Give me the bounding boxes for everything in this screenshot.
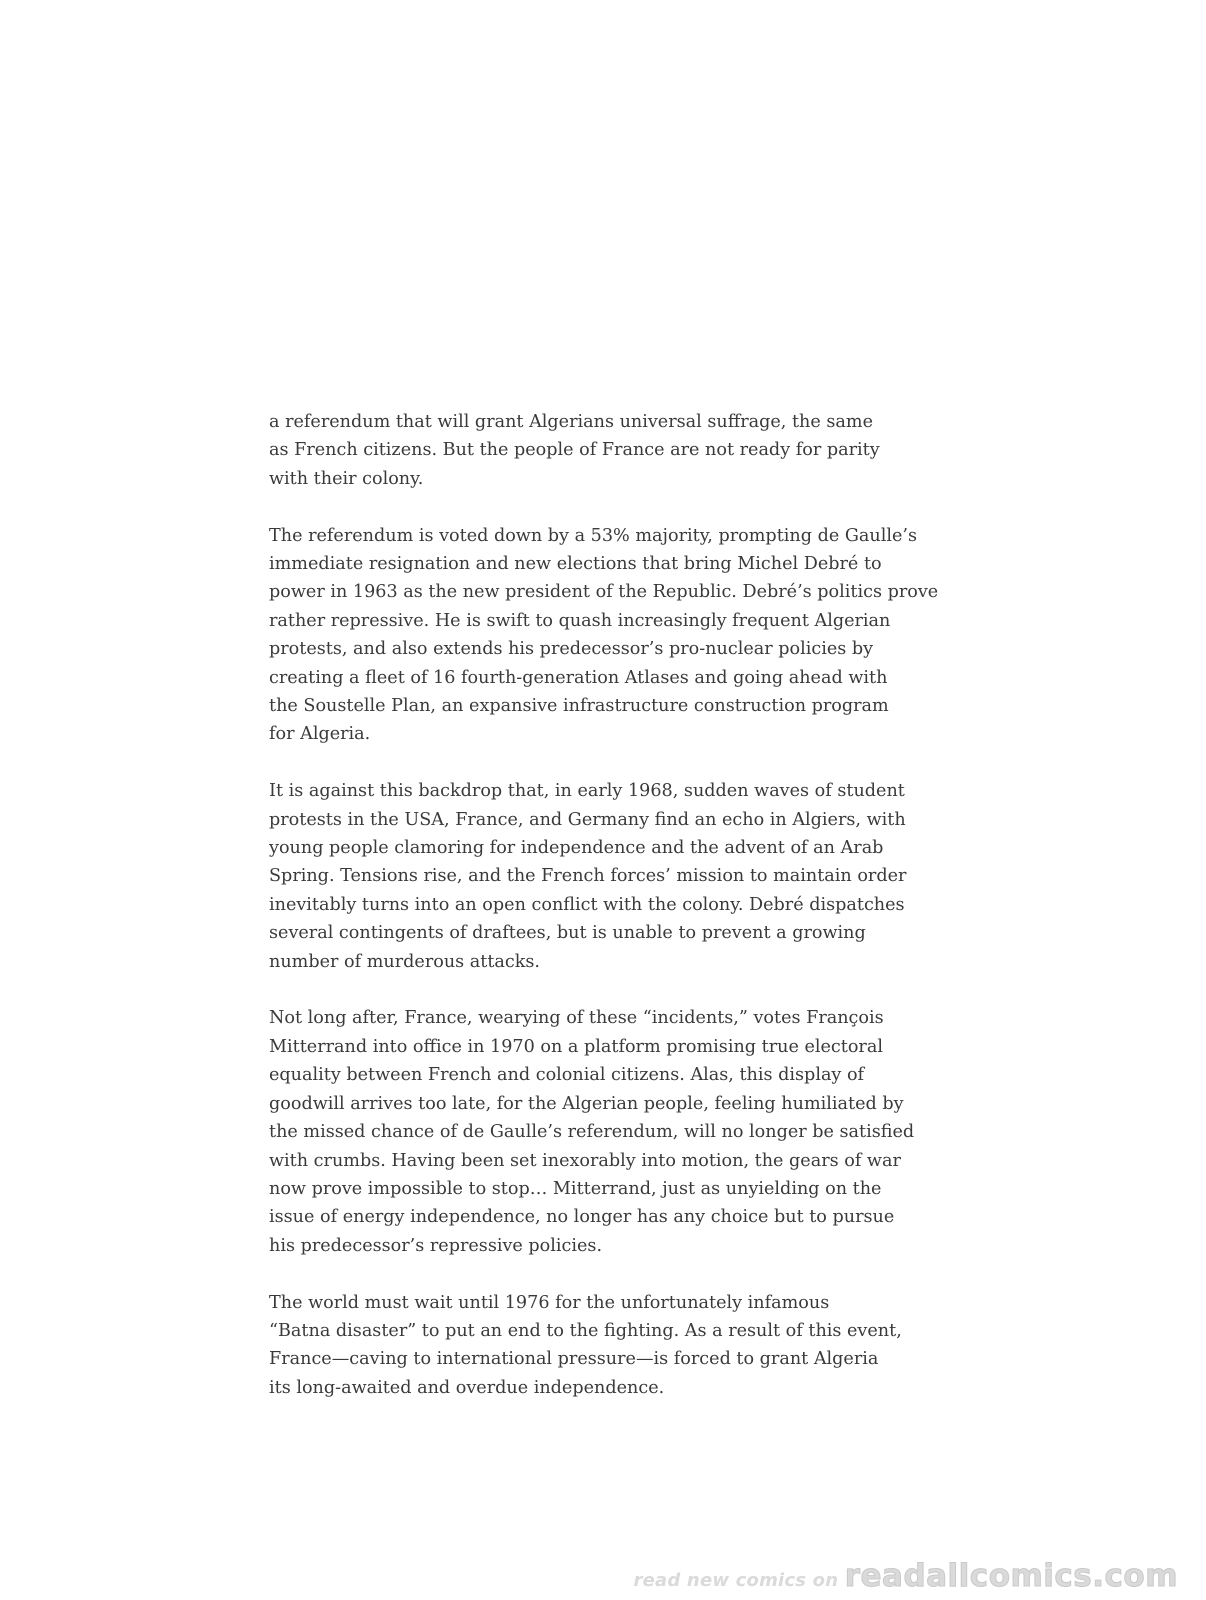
text-line: with their colony. [269, 468, 424, 489]
text-line: The world must wait until 1976 for the unfortunately infamous [269, 1292, 830, 1313]
text-line: equality between French and colonial citizens. Alas, this display of [269, 1065, 865, 1086]
body-text [269, 408, 949, 1431]
text-line: its long-awaited and overdue independence. [269, 1377, 665, 1398]
text-line: The referendum is voted down by a 53% majority, prompting de Gaulle’s [269, 525, 918, 546]
paragraph-1 [269, 408, 949, 493]
text-line: France—caving to international pressure—is forced to grant Algeria [269, 1349, 879, 1370]
text-line: creating a fleet of 16 fourth-generation Atlases and going ahead with [269, 667, 888, 688]
text-line: goodwill arrives too late, for the Algerian people, feeling humiliated by [269, 1093, 904, 1114]
paragraph-2 [269, 522, 949, 749]
text-line: as French citizens. But the people of France are not ready for parity [269, 440, 880, 461]
text-line: Mitterrand into office in 1970 on a platform promising true electoral [269, 1036, 883, 1057]
watermark-site: readallcomics.com [844, 1558, 1178, 1594]
text-line: Not long after, France, wearying of these “incidents,” votes François [269, 1008, 884, 1029]
paragraph-4 [269, 1004, 949, 1260]
paragraph-3 [269, 777, 949, 976]
text-line: issue of energy independence, no longer has any choice but to pursue [269, 1207, 895, 1228]
text-line: rather repressive. He is swift to quash increasingly frequent Algerian [269, 610, 891, 631]
text-line: Spring. Tensions rise, and the French forces’ mission to maintain order [269, 866, 907, 887]
text-line: “Batna disaster” to put an end to the fighting. As a result of this event, [269, 1320, 902, 1341]
site-watermark [634, 1558, 1178, 1594]
text-line: several contingents of draftees, but is unable to prevent a growing [269, 923, 866, 944]
text-line: a referendum that will grant Algerians universal suffrage, the same [269, 412, 874, 432]
text-line: for Algeria. [269, 724, 371, 745]
text-line: immediate resignation and new elections that bring Michel Debré to [269, 554, 882, 575]
text-line: with crumbs. Having been set inexorably into motion, the gears of war [269, 1150, 901, 1171]
text-line: It is against this backdrop that, in early 1968, sudden waves of student [269, 781, 905, 802]
text-line: the Soustelle Plan, an expansive infrastructure construction program [269, 696, 889, 717]
text-line: now prove impossible to stop… Mitterrand, just as unyielding on the [269, 1178, 882, 1199]
paragraph-5 [269, 1289, 949, 1403]
text-line: protests in the USA, France, and Germany find an echo in Algiers, with [269, 809, 906, 830]
text-line: young people clamoring for independence and the advent of an Arab [269, 838, 884, 859]
watermark-prefix: read new comics on [633, 1570, 845, 1591]
text-line: the missed chance of de Gaulle’s referendum, will no longer be satisfied [269, 1122, 915, 1143]
text-line: inevitably turns into an open conflict with the colony. Debré dispatches [269, 894, 905, 915]
text-line: number of murderous attacks. [269, 951, 541, 972]
text-line: protests, and also extends his predecessor’s pro-nuclear policies by [269, 639, 874, 660]
text-line: power in 1963 as the new president of the Republic. Debré’s politics prove [269, 582, 939, 603]
text-line: his predecessor’s repressive policies. [269, 1235, 603, 1256]
